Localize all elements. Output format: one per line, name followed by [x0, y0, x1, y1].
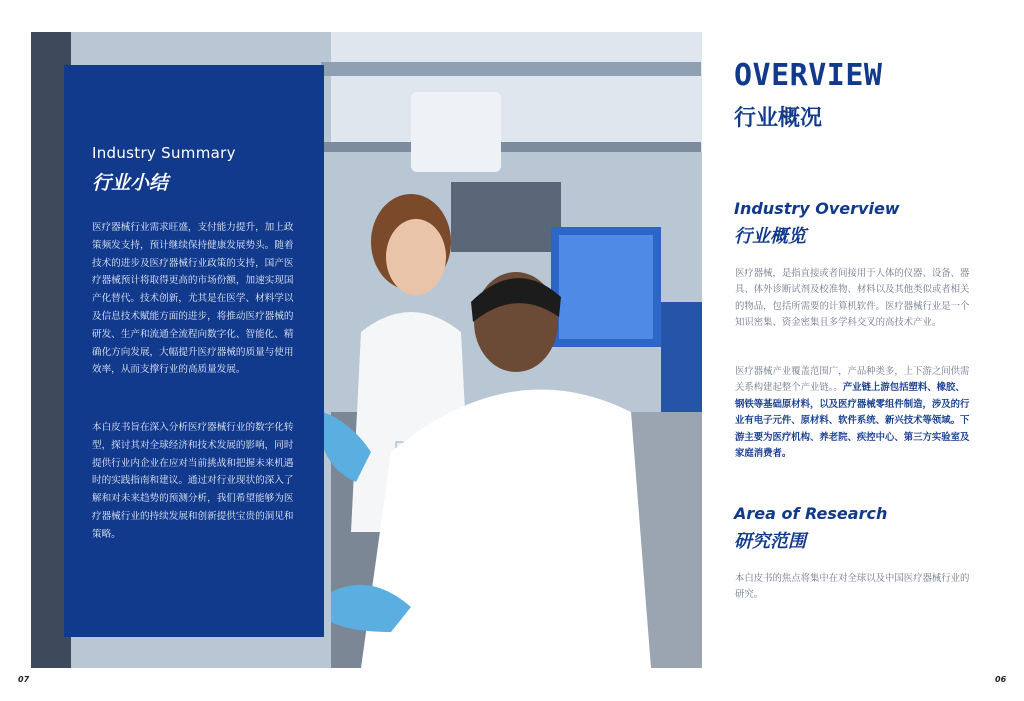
area-of-research-title-cn: 研究范围: [734, 531, 806, 552]
overview-heading-cn: 行业概况: [734, 106, 823, 131]
summary-title-cn: 行业小结: [92, 172, 169, 194]
summary-paragraph-1: 医疗器械行业需求旺盛，支付能力提升，加上政策频发支持，预计继续保持健康发展势头。随着技术的进步及医疗器械行业政策的支持，国产医疗器械预计将取得更高的市场份额，加速实现国产化替代。技术创新，尤其是在医学、材料学以及信息技术赋能方面的进步，将推动医疗器械的研发、生产和流通全流程向数字化、智能化、精确化方向发展，大幅提升医疗器械的质量与使用效率，从而支撑行业的高质量发展。: [92, 222, 294, 376]
industry-summary-panel: [64, 65, 324, 637]
area-of-research-paragraph: 本白皮书的焦点将集中在对全球以及中国医疗器械行业的研究。: [735, 573, 970, 601]
industry-overview-paragraph-2: [735, 364, 973, 462]
industry-overview-paragraph-1: 医疗器械，是指直接或者间接用于人体的仪器、设备、器具、体外诊断试剂及校准物、材料以及其他类似或者相关的物品，包括所需要的计算机软件。医疗器械行业是一个知识密集、资金密集且多学科交叉的高技术产业。: [735, 268, 970, 329]
industry-overview-title-en: Industry Overview: [734, 199, 900, 218]
page-number-left: 07: [18, 675, 30, 684]
summary-title-en: Industry Summary: [92, 144, 236, 162]
overview-heading-en: OVERVIEW: [734, 58, 883, 93]
overview-paragraph-2-bold: 产业链上游包括塑料、橡胶、钢铁等基础原材料，以及医疗器械零组件制造，涉及的行业有电子元件、原材料、软件系统、新兴技术等领域。下游主要为医疗机构、养老院、疾控中心、第三方实验室及家庭消费者。: [735, 382, 970, 460]
industry-overview-title-cn: 行业概览: [734, 226, 806, 247]
page-number-right: 06: [995, 675, 1007, 684]
overview-paragraph-2-plain: 医疗器械产业覆盖范围广，产品种类多，上下游之间供需关系构建起整个产业链。。: [735, 366, 970, 394]
area-of-research-title-en: Area of Research: [734, 504, 888, 523]
summary-paragraph-2: 本白皮书旨在深入分析医疗器械行业的数字化转型，探讨其对全球经济和技术发展的影响，同时提供行业内企业在应对当前挑战和把握未来机遇时的实践指南和建议。通过对行业现状的深入了解和对未来趋势的预测分析，我们希望能够为医疗器械行业的持续发展和创新提供宝贵的洞见和策略。: [92, 422, 294, 540]
